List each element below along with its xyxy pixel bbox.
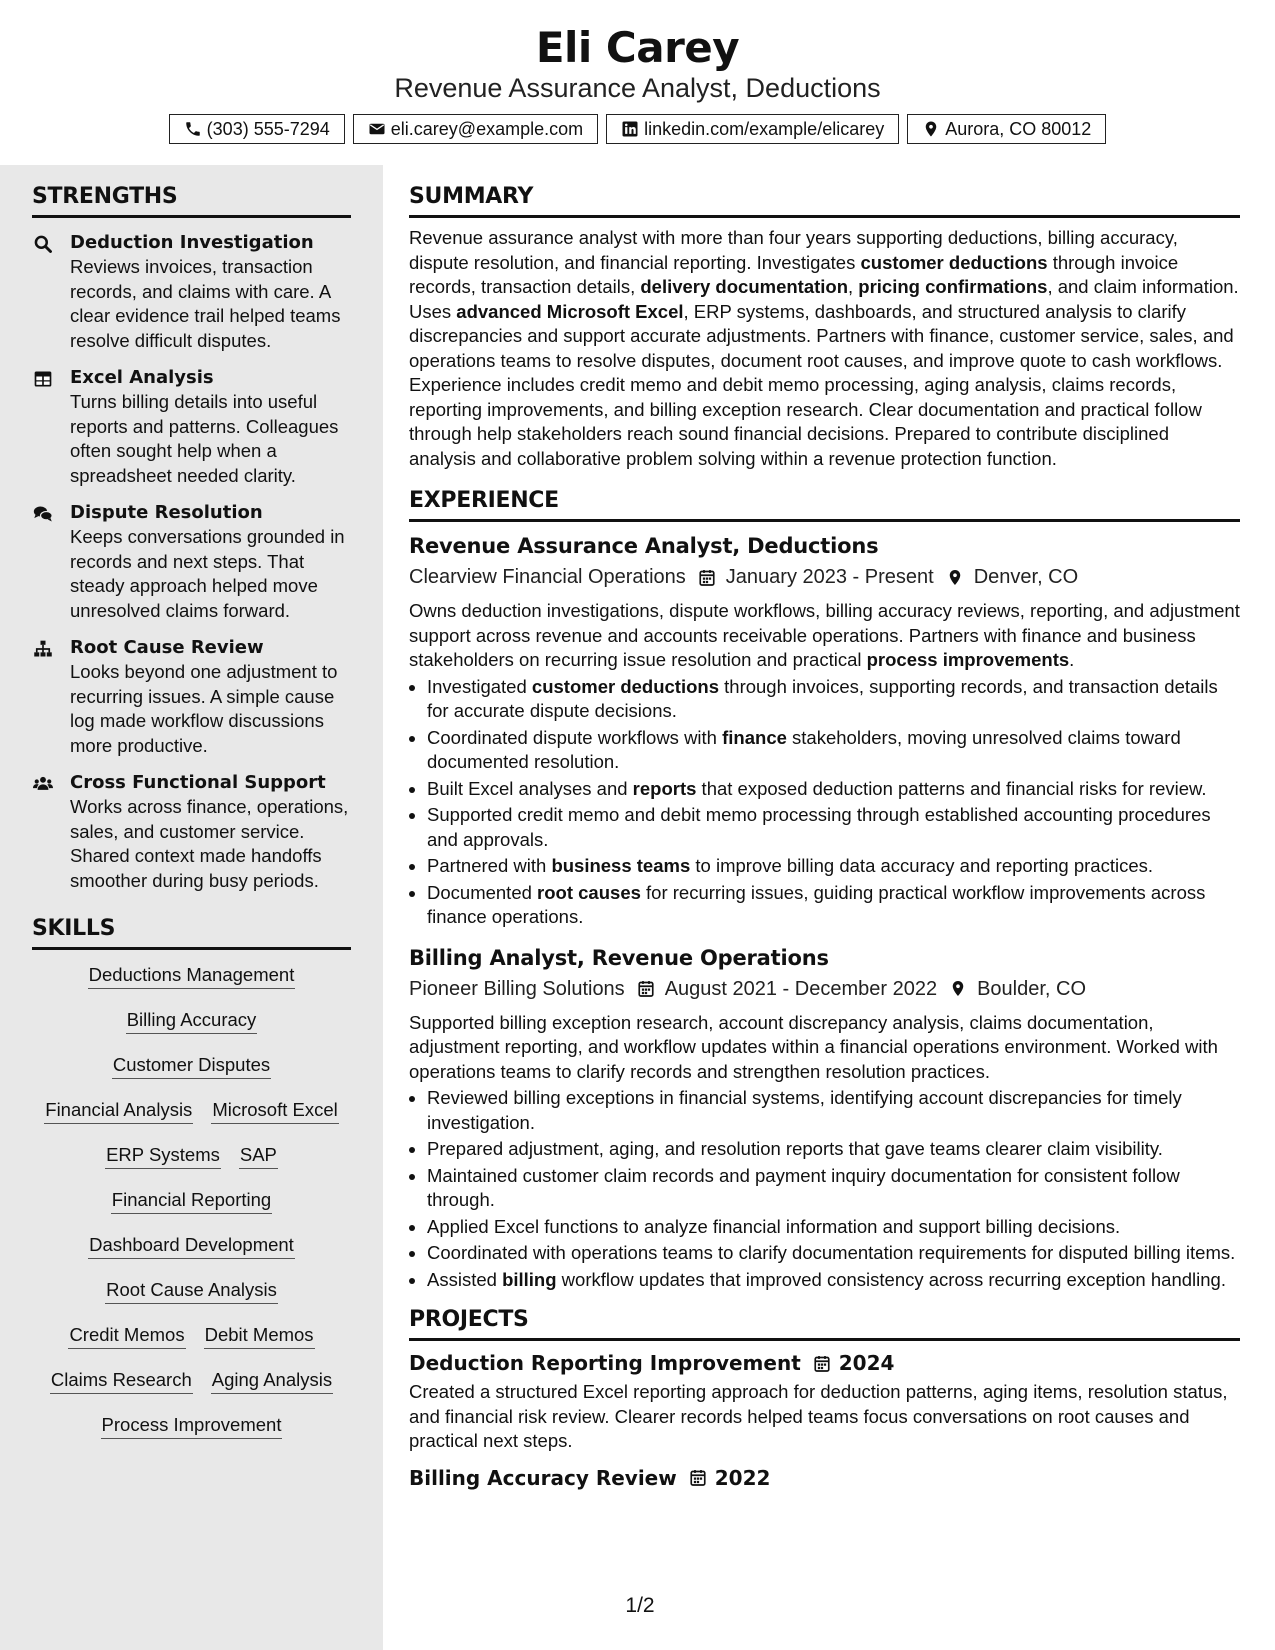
map-pin-icon — [949, 979, 967, 998]
contact-phone[interactable] — [169, 114, 345, 144]
contact-location — [907, 114, 1106, 144]
skill-row — [32, 1007, 351, 1052]
main-content — [409, 183, 1240, 1492]
job-bullet: • Built Excel analyses and reports that exposed deduction patterns and financial risks for review. — [427, 777, 1240, 802]
skill-tag: Root Cause Analysis — [105, 1277, 278, 1304]
skill-tag: Customer Disputes — [112, 1052, 271, 1079]
job-bullet: • Partnered with business teams to improve billing data accuracy and reporting practices. — [427, 854, 1240, 879]
project-description: Created a structured Excel reporting approach for deduction patterns, aging items, resolution status, and financial risk review. Clearer records helped teams focus conversations on root causes and practical next steps. — [409, 1381, 1228, 1451]
skill-tag: Financial Reporting — [111, 1187, 272, 1214]
strength-description: Looks beyond one adjustment to recurring issues. A simple cause log made workflow discussions more productive. — [70, 661, 338, 756]
job-bullets — [409, 1086, 1240, 1292]
table-icon — [32, 369, 54, 389]
job-role: Billing Analyst, Revenue Operations — [409, 945, 829, 970]
map-pin-icon — [946, 568, 964, 587]
skill-tag: ERP Systems — [105, 1142, 221, 1169]
job-bullet: • Coordinated with operations teams to clarify documentation requirements for disputed billing items. — [427, 1241, 1240, 1266]
strengths-heading: STRENGTHS — [32, 183, 351, 218]
contact-linkedin[interactable] — [606, 114, 899, 144]
summary-heading: SUMMARY — [409, 183, 1240, 218]
job-bullet: • Maintained customer claim records and payment inquiry documentation for consistent follow through. — [427, 1164, 1240, 1213]
job-bullets — [409, 675, 1240, 930]
skill-row — [32, 1142, 351, 1187]
job-meta — [409, 563, 1240, 591]
skill-tag: Financial Analysis — [44, 1097, 193, 1124]
job-bullet: • Documented root causes for recurring issues, guiding practical workflow improvements across finance operations. — [427, 881, 1240, 930]
skill-row — [32, 1097, 351, 1142]
skill-tag: Dashboard Development — [88, 1232, 295, 1259]
project-title — [409, 1349, 1240, 1377]
skill-row — [32, 1367, 351, 1412]
map-pin-icon — [922, 120, 940, 138]
job-summary: Owns deduction investigations, dispute workflows, billing accuracy reviews, reporting, and adjustment support across revenue and accounts receivable operations. Partners with finance and business stakeholders on recurring issue resolution and practical process improvements. — [409, 600, 1240, 670]
skill-tag: Microsoft Excel — [211, 1097, 338, 1124]
calendar-icon — [637, 979, 655, 998]
job-location: Denver, CO — [973, 566, 1079, 588]
candidate-name: Eli Carey — [535, 23, 740, 72]
contact-email[interactable] — [353, 114, 598, 144]
comments-icon — [32, 504, 54, 524]
job-bullet: • Prepared adjustment, aging, and resolution reports that gave teams clearer claim visibility. — [427, 1137, 1240, 1162]
strength-item — [32, 771, 351, 893]
project-year: 2022 — [714, 1465, 771, 1490]
strength-name: Dispute Resolution — [70, 502, 263, 523]
strength-name: Deduction Investigation — [70, 232, 314, 253]
envelope-icon — [368, 120, 386, 138]
skill-row — [32, 1232, 351, 1277]
skill-row — [32, 1412, 351, 1457]
strength-item — [32, 501, 351, 623]
calendar-icon — [813, 1354, 831, 1373]
calendar-icon — [689, 1468, 707, 1487]
candidate-title: Revenue Assurance Analyst, Deductions — [394, 73, 881, 103]
job-bullet: • Coordinated dispute workflows with finance stakeholders, moving unresolved claims toward documented resolution. — [427, 726, 1240, 775]
project-name: Billing Accuracy Review — [409, 1465, 677, 1490]
skill-row — [32, 1052, 351, 1097]
strength-description: Turns billing details into useful reports and patterns. Colleagues often sought help when a spreadsheet needed clarity. — [70, 391, 339, 486]
job-bullet: • Investigated customer deductions through invoices, supporting records, and transaction details for accurate dispute decisions. — [427, 675, 1240, 724]
magnifier-icon — [32, 234, 54, 254]
strength-item — [32, 636, 351, 758]
skill-tag: Debit Memos — [204, 1322, 315, 1349]
job-bullet: • Applied Excel functions to analyze financial information and support billing decisions. — [427, 1215, 1240, 1240]
contact-email-text: eli.carey@example.com — [390, 118, 584, 139]
job-company: Clearview Financial Operations — [409, 566, 686, 588]
strength-item — [32, 231, 351, 353]
project-entry — [409, 1349, 1240, 1454]
job-company: Pioneer Billing Solutions — [409, 977, 625, 1000]
job-role: Revenue Assurance Analyst, Deductions — [409, 534, 879, 558]
calendar-icon — [698, 568, 716, 587]
strength-description: Reviews invoices, transaction records, and claims with care. A clear evidence trail helped teams resolve difficult disputes. — [70, 256, 341, 351]
skill-tag: Aging Analysis — [211, 1367, 333, 1394]
skill-row — [32, 1187, 351, 1232]
job-bullet: • Supported credit memo and debit memo processing through established accounting procedures and approvals. — [427, 803, 1240, 852]
contact-location-text: Aurora, CO 80012 — [945, 118, 1092, 139]
skills-list — [32, 962, 351, 1457]
strength-name: Excel Analysis — [70, 367, 214, 388]
projects-heading: PROJECTS — [409, 1306, 1240, 1341]
experience-heading: EXPERIENCE — [409, 487, 1240, 522]
phone-icon — [184, 120, 202, 138]
job-dates: January 2023 - Present — [725, 566, 934, 588]
skill-tag: Credit Memos — [68, 1322, 185, 1349]
resume-header — [0, 0, 1275, 165]
job-entry — [409, 532, 1240, 930]
skill-row — [32, 1322, 351, 1367]
skills-heading: SKILLS — [32, 915, 351, 950]
strength-description: Keeps conversations grounded in records and next steps. That steady approach helped move unresolved claims forward. — [70, 526, 345, 621]
strength-item — [32, 366, 351, 488]
job-summary: Supported billing exception research, account discrepancy analysis, claims documentation, adjustment reporting, and workflow updates within a financial operations environment. Worked with operations teams to clarify records and strengthen resolution practices. — [409, 1011, 1218, 1082]
contact-bar — [0, 114, 1275, 144]
job-bullet: • Reviewed billing exceptions in financial systems, identifying account discrepancies for timely investigation. — [427, 1086, 1240, 1135]
skill-tag: Deductions Management — [88, 962, 296, 989]
project-title — [409, 1464, 1240, 1492]
users-icon — [32, 774, 54, 794]
project-entry — [409, 1464, 1240, 1492]
linkedin-icon — [621, 120, 639, 138]
job-bullet: • Assisted billing workflow updates that improved consistency across recurring exception handling. — [427, 1268, 1240, 1293]
job-location: Boulder, CO — [977, 977, 1087, 1000]
project-year: 2024 — [838, 1351, 895, 1375]
skill-row — [32, 962, 351, 1007]
sidebar — [0, 165, 383, 1650]
contact-phone-text: (303) 555-7294 — [206, 118, 330, 139]
skill-tag: Claims Research — [50, 1367, 193, 1394]
job-meta — [409, 975, 1240, 1003]
sitemap-icon — [32, 639, 54, 659]
skill-row — [32, 1277, 351, 1322]
job-dates: August 2021 - December 2022 — [664, 977, 938, 1000]
strength-name: Root Cause Review — [70, 637, 264, 658]
project-name: Deduction Reporting Improvement — [409, 1351, 801, 1375]
summary-text: Revenue assurance analyst with more than four years supporting deductions, billing accuracy, dispute resolution, and financial reporting. Investigates customer deductions through invoice records, transaction details, delivery documentation, pricing confirmations, and claim information. Uses advanced Microsoft Excel, ERP systems, dashboards, and structured analysis to clarify discrepancies and support accurate adjustments. Partners with finance, customer service, sales, and operations teams to resolve disputes, document root causes, and improve quote to cash workflows. Experience includes credit memo and debit memo processing, aging analysis, claims records, reporting improvements, and billing exception research. Clear documentation and practical follow through help stakeholders reach sound financial decisions. Prepared to contribute disciplined analysis and collaborative problem solving within a revenue protection function. — [409, 227, 1239, 469]
page-number: 1/2 — [625, 1594, 655, 1617]
job-entry — [409, 944, 1240, 1293]
skill-tag: Billing Accuracy — [126, 1007, 258, 1034]
contact-linkedin-text: linkedin.com/example/elicarey — [644, 118, 885, 139]
skill-tag: Process Improvement — [101, 1412, 283, 1439]
strength-description: Works across finance, operations, sales, and customer service. Shared context made handoffs smoother during busy periods. — [70, 796, 349, 891]
skill-tag: SAP — [239, 1142, 278, 1169]
strength-name: Cross Functional Support — [70, 772, 326, 793]
